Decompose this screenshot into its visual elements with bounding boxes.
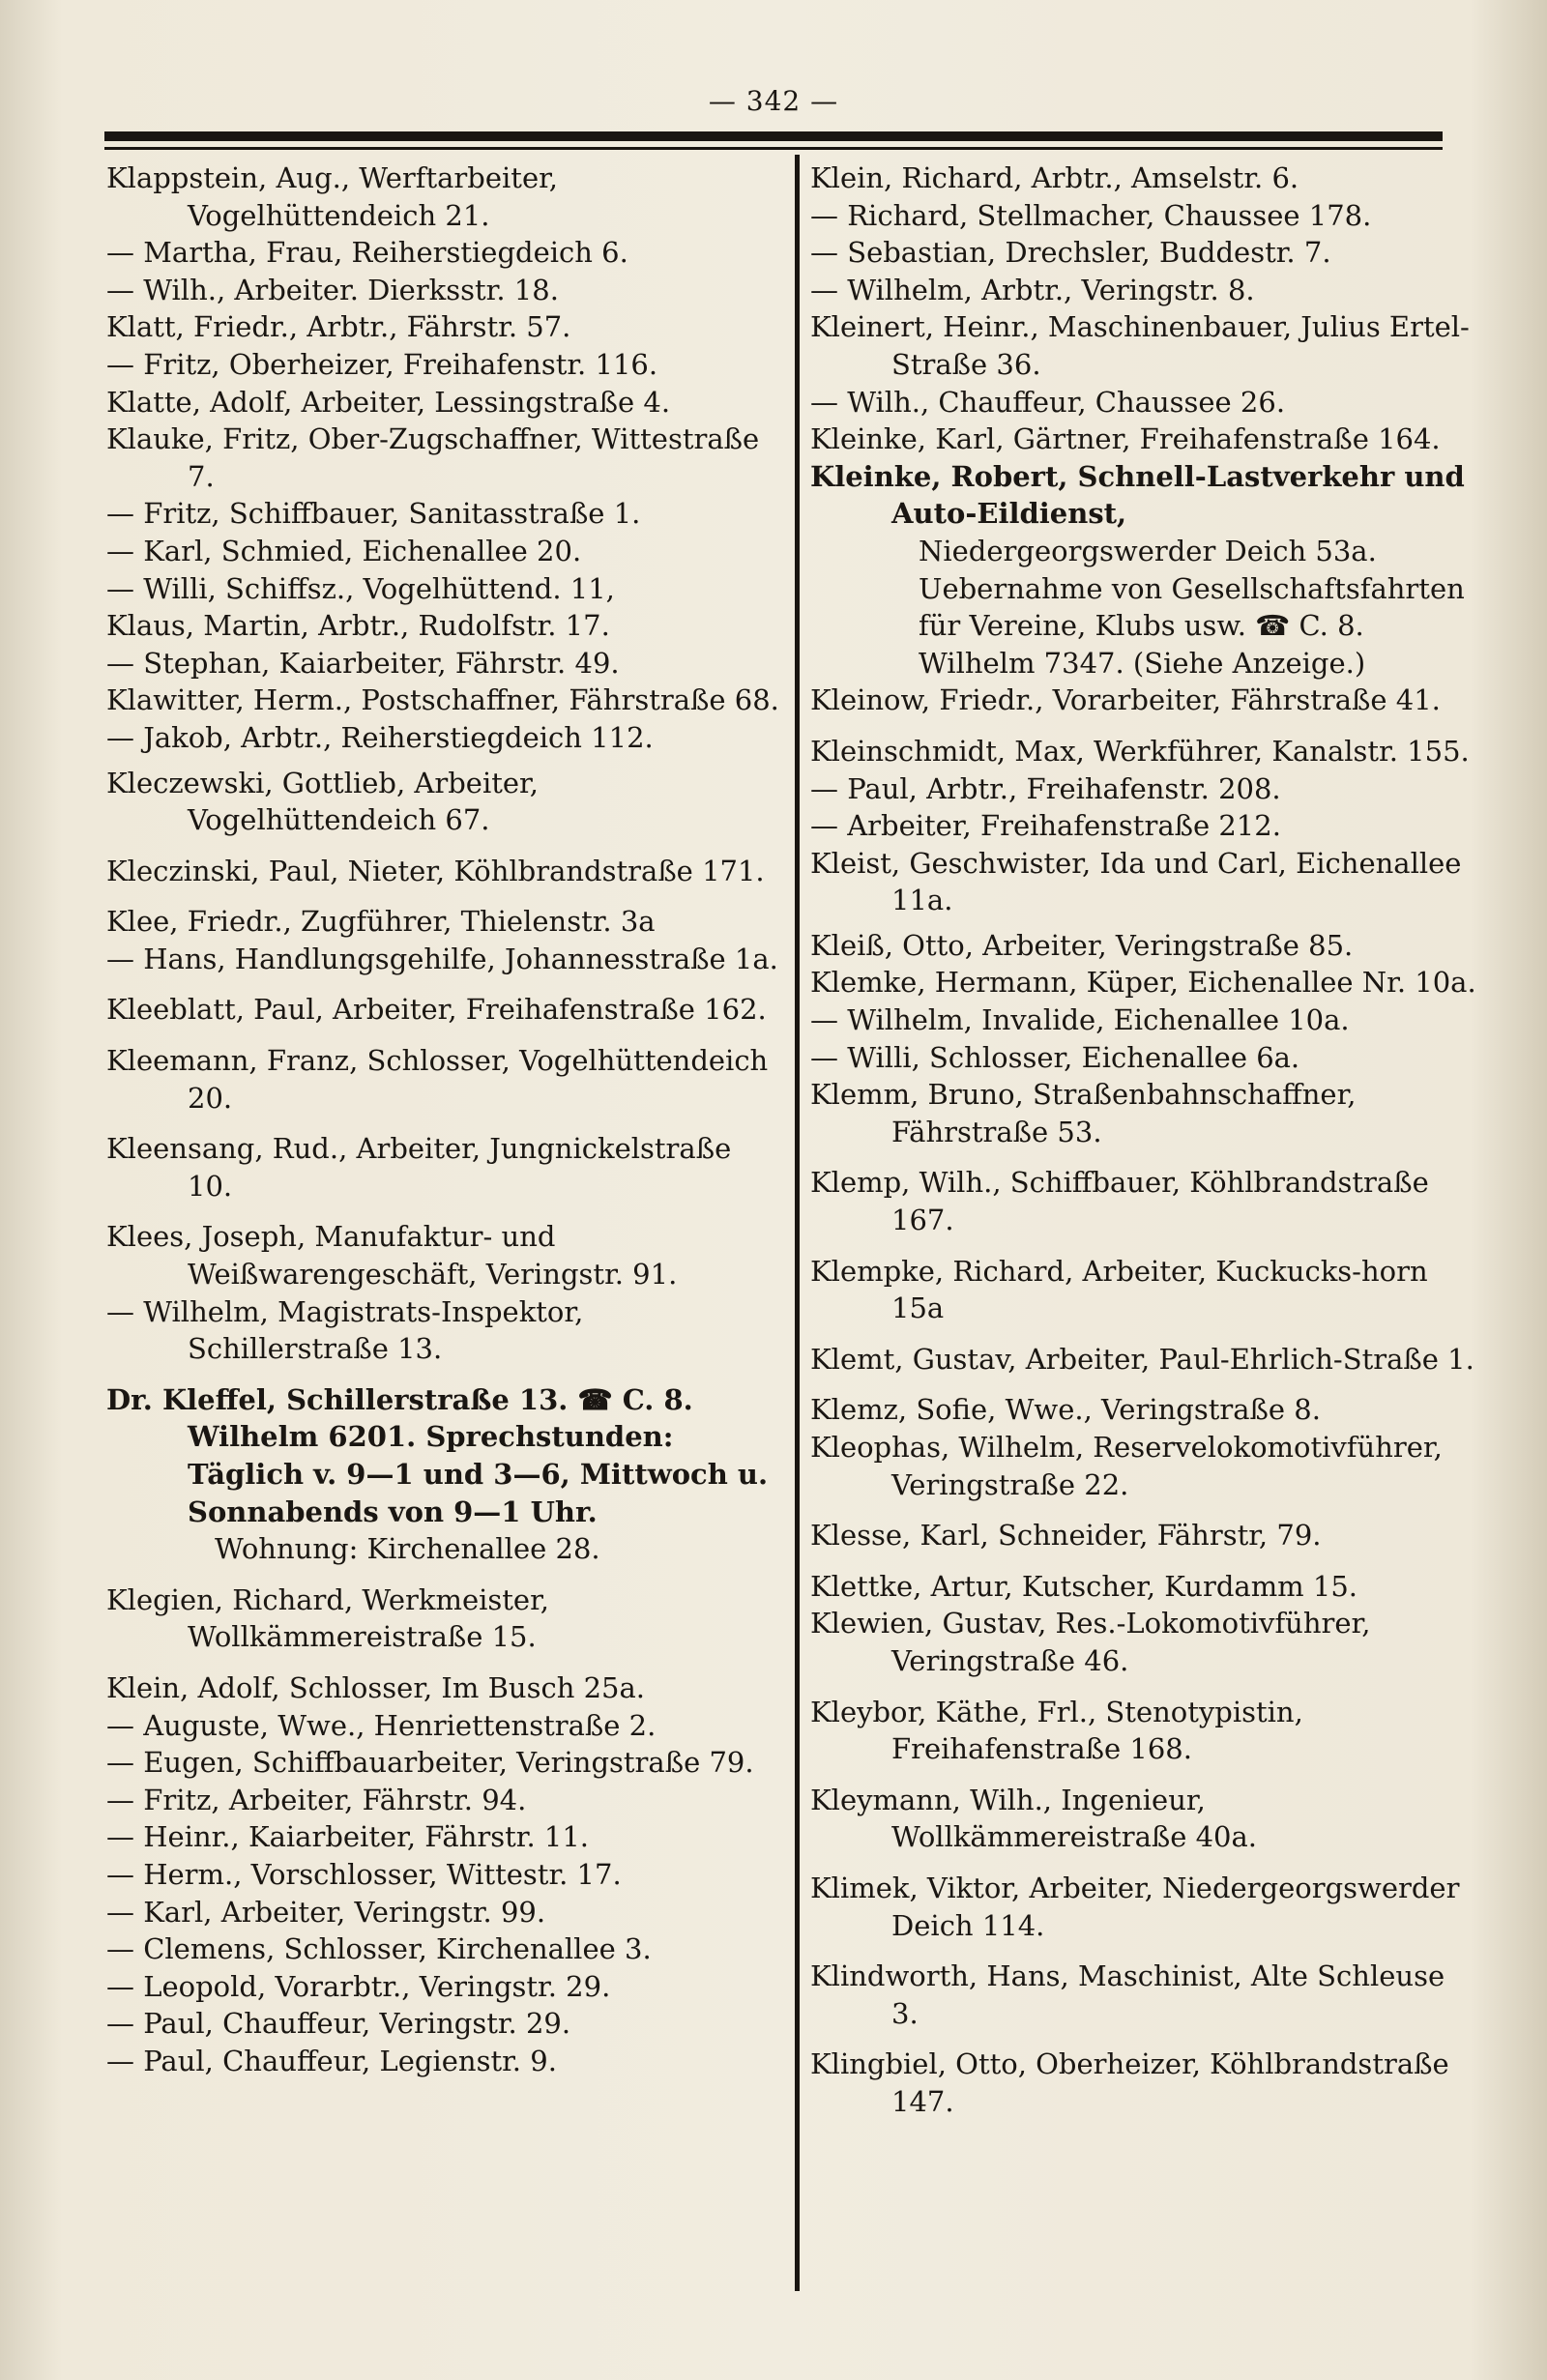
directory-entry: — Martha, Frau, Reiherstiegdeich 6. [106,236,628,270]
directory-entry: Klewien, Gustav, Res.-Lokomotivführer, Veringstraße 46. [810,1607,1380,1677]
directory-entry: — Herm., Vorschlosser, Wittestr. 17. [106,1857,622,1891]
directory-entry: — Willi, Schlosser, Eichenallee 6a. [810,1040,1300,1074]
directory-entry: — Wilhelm, Invalide, Eichenallee 10a. [810,1003,1350,1037]
directory-entry: Kleybor, Käthe, Frl., Stenotypistin, Freihafenstraße 168. [810,1695,1313,1766]
right-column [810,160,1477,2121]
directory-entry: — Fritz, Schiffbauer, Sanitasstraße 1. [106,497,641,531]
directory-entry: — Willi, Schiffsz., Vogelhüttend. 11, [106,571,615,605]
directory-entry: — Richard, Stellmacher, Chaussee 178. [810,198,1372,232]
directory-entry: Wohnung: Kirchenallee 28. [215,1532,600,1566]
directory-entry: — Wilhelm, Magistrats-Inspektor, Schillerstraße 13. [106,1294,593,1366]
directory-entry: — Paul, Arbtr., Freihafenstr. 208. [810,771,1281,805]
directory-entry: Klappstein, Aug., Werftarbeiter, Vogelhüttendeich 21. [106,161,568,232]
directory-entry: Kleinert, Heinr., Maschinenbauer, Julius Ertel-Straße 36. [810,310,1470,381]
directory-entry: Kleymann, Wilh., Ingenieur, Wollkämmereistraße 40a. [810,1783,1258,1854]
directory-entry: Klemm, Bruno, Straßenbahnschaffner, Fährstraße 53. [810,1078,1365,1148]
directory-entry: Kleist, Geschwister, Ida und Carl, Eichenallee 11a. [810,846,1471,917]
directory-entry: — Hans, Handlungsgehilfe, Johannesstraße 1a. [106,942,778,975]
directory-entry: Klemke, Hermann, Küper, Eichenallee Nr. 10a. [810,966,1476,1000]
directory-entry: Klauke, Fritz, Ober-Zugschaffner, Wittestraße 7. [106,422,769,493]
directory-entry: Klemt, Gustav, Arbeiter, Paul-Ehrlich-Straße 1. [810,1342,1474,1376]
directory-entry: Klesse, Karl, Schneider, Fährstr, 79. [810,1519,1322,1553]
directory-entry: Klees, Joseph, Manufaktur- und Weißwarengeschäft, Veringstr. 91. [106,1220,678,1292]
column-divider [795,155,800,2291]
directory-entry: Kleczewski, Gottlieb, Arbeiter, Vogelhüttendeich 67. [106,766,548,837]
directory-entry: — Fritz, Oberheizer, Freihafenstr. 116. [106,347,658,381]
directory-entry: Klegien, Richard, Werkmeister, Wollkämmereistraße 15. [106,1582,559,1654]
directory-entry: — Wilh., Arbeiter. Dierksstr. 18. [106,273,559,306]
directory-entry: Kleensang, Rud., Arbeiter, Jungnickelstraße 10. [106,1132,741,1203]
directory-entry: — Karl, Schmied, Eichenallee 20. [106,534,582,567]
directory-entry: — Wilh., Chauffeur, Chaussee 26. [810,385,1286,419]
directory-entry: — Karl, Arbeiter, Veringstr. 99. [106,1895,546,1929]
directory-entry: Klettke, Artur, Kutscher, Kurdamm 15. [810,1569,1358,1603]
directory-entry: Kleinschmidt, Max, Werkführer, Kanalstr. 155. [810,734,1470,768]
directory-entry: Klempke, Richard, Arbeiter, Kuckucks-horn 15a [810,1254,1437,1325]
header-rule-thin [104,147,1443,150]
directory-entry: — Heinr., Kaiarbeiter, Fährstr. 11. [106,1820,590,1854]
directory-entry: Klatte, Adolf, Arbeiter, Lessingstraße 4. [106,385,671,419]
directory-entry: Klawitter, Herm., Postschaffner, Fährstraße 68. [106,683,779,717]
directory-entry: Dr. Kleffel, Schillerstraße 13. ☎ C. 8. Wilhelm 6201. Sprechstunden: Täglich v. 9—1 und 3—6, Mittwoch u. Sonnabends von 9—1 Uhr. [106,1382,778,1528]
directory-entry: Klingbiel, Otto, Oberheizer, Köhlbrandstraße 147. [810,2047,1458,2118]
directory-entry: — Wilhelm, Arbtr., Veringstr. 8. [810,273,1255,306]
directory-entry: Klatt, Friedr., Arbtr., Fährstr. 57. [106,310,571,344]
header-rule-thick [104,131,1443,141]
page-number: — 342 — [708,85,839,117]
left-column [106,160,783,2080]
directory-entry: — Paul, Chauffeur, Legienstr. 9. [106,2044,557,2077]
directory-entry: Kleinke, Karl, Gärtner, Freihafenstraße 164. [810,422,1441,456]
directory-entry: Kleiß, Otto, Arbeiter, Veringstraße 85. [810,928,1354,962]
directory-entry: — Stephan, Kaiarbeiter, Fährstr. 49. [106,646,620,680]
directory-entry: Klindworth, Hans, Maschinist, Alte Schleuse 3. [810,1959,1454,2030]
directory-entry: — Fritz, Arbeiter, Fährstr. 94. [106,1783,527,1816]
directory-entry: — Auguste, Wwe., Henriettenstraße 2. [106,1708,657,1742]
directory-entry: — Arbeiter, Freihafenstraße 212. [810,809,1281,843]
directory-entry: — Clemens, Schlosser, Kirchenallee 3. [106,1932,652,1966]
directory-entry: Niedergeorgswerder Deich 53a. Uebernahme von Gesellschaftsfahrten für Vereine, Klubs usw. ☎ C. 8. Wilhelm 7347. (Siehe Anzeige.) [919,534,1474,680]
directory-entry: — Paul, Chauffeur, Veringstr. 29. [106,2007,571,2041]
directory-entry: Kleinke, Robert, Schnell-Lastverkehr und Auto-Eildienst, [810,459,1474,531]
directory-entry: Klimek, Viktor, Arbeiter, Niedergeorgswerder Deich 114. [810,1871,1469,1942]
directory-entry: — Sebastian, Drechsler, Buddestr. 7. [810,236,1331,270]
directory-entry: Klaus, Martin, Arbtr., Rudolfstr. 17. [106,609,610,643]
directory-entry: — Eugen, Schiffbauarbeiter, Veringstraße 79. [106,1746,754,1780]
directory-entry: Kleczinski, Paul, Nieter, Köhlbrandstraße 171. [106,854,765,887]
directory-entry: Klee, Friedr., Zugführer, Thielenstr. 3a [106,905,656,939]
directory-entry: Kleophas, Wilhelm, Reservelokomotivführer, Veringstraße 22. [810,1431,1452,1501]
directory-entry: Klemz, Sofie, Wwe., Veringstraße 8. [810,1393,1321,1427]
directory-entry: Kleemann, Franz, Schlosser, Vogelhüttendeich 20. [106,1044,777,1115]
directory-entry: Klein, Adolf, Schlosser, Im Busch 25a. [106,1670,646,1704]
directory-entry: Klein, Richard, Arbtr., Amselstr. 6. [810,161,1299,194]
directory-entry: Kleeblatt, Paul, Arbeiter, Freihafenstraße 162. [106,993,767,1027]
directory-entry: Klemp, Wilh., Schiffbauer, Köhlbrandstraße 167. [810,1166,1438,1237]
directory-entry: — Leopold, Vorarbtr., Veringstr. 29. [106,1969,611,2003]
directory-entry: Kleinow, Friedr., Vorarbeiter, Fährstraße 41. [810,683,1441,717]
directory-entry: — Jakob, Arbtr., Reiherstiegdeich 112. [106,720,654,754]
